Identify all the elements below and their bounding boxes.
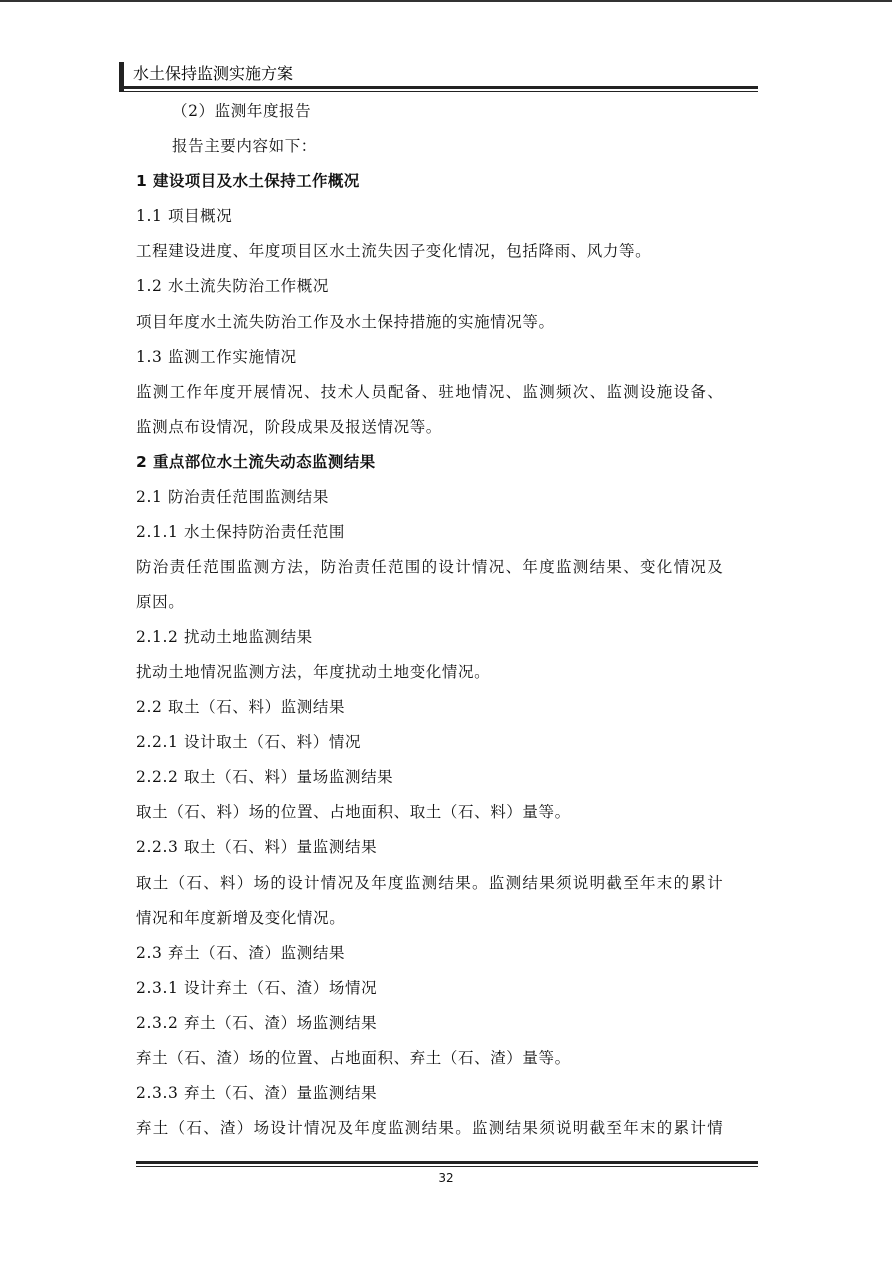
subsection-heading: 1.3 监测工作实施情况: [136, 348, 297, 366]
paragraph: 取土（石、料）场的位置、占地面积、取土（石、料）量等。: [136, 803, 571, 821]
paragraph: 监测点布设情况，阶段成果及报送情况等。: [136, 418, 442, 436]
paragraph: 情况和年度新增及变化情况。: [136, 909, 346, 927]
subsection-heading: 2.3.2 弃土（石、渣）场监测结果: [136, 1014, 378, 1032]
page-number: 32: [438, 1171, 454, 1185]
subsection-heading: 1.1 项目概况: [136, 207, 233, 225]
footer-rule-thin: [136, 1166, 758, 1167]
subsection-heading: 2.3 弃土（石、渣）监测结果: [136, 944, 346, 962]
paragraph: 弃土（石、渣）场设计情况及年度监测结果。监测结果须说明截至年末的累计情: [136, 1119, 725, 1137]
subsection-title: （2）监测年度报告: [172, 102, 312, 120]
subsection-heading: 2.3.3 弃土（石、渣）量监测结果: [136, 1084, 378, 1102]
header-rule-thick: [122, 86, 758, 89]
header-title: 水土保持监测实施方案: [133, 64, 294, 83]
subsection-heading: 2.2 取土（石、料）监测结果: [136, 698, 346, 716]
subsection-heading: 2.2.2 取土（石、料）量场监测结果: [136, 768, 394, 786]
paragraph: 原因。: [136, 593, 185, 611]
section-heading: 1 建设项目及水土保持工作概况: [136, 172, 360, 190]
subsection-heading: 2.3.1 设计弃土（石、渣）场情况: [136, 979, 378, 997]
footer-rule-thick: [136, 1161, 758, 1164]
paragraph: 项目年度水土流失防治工作及水土保持措施的实施情况等。: [136, 313, 555, 331]
paragraph: 弃土（石、渣）场的位置、占地面积、弃土（石、渣）量等。: [136, 1049, 571, 1067]
subsection-heading: 2.1.2 扰动土地监测结果: [136, 628, 313, 646]
paragraph: 监测工作年度开展情况、技术人员配备、驻地情况、监测频次、监测设施设备、: [136, 383, 725, 401]
subsection-heading: 1.2 水土流失防治工作概况: [136, 277, 329, 295]
paragraph: 扰动土地情况监测方法，年度扰动土地变化情况。: [136, 663, 491, 681]
paragraph: 取土（石、料）场的设计情况及年度监测结果。监测结果须说明截至年末的累计: [136, 874, 725, 892]
paragraph: 报告主要内容如下：: [172, 137, 317, 155]
subsection-heading: 2.2.1 设计取土（石、料）情况: [136, 733, 362, 751]
paragraph: 防治责任范围监测方法，防治责任范围的设计情况、年度监测结果、变化情况及: [136, 558, 725, 576]
paragraph: 工程建设进度、年度项目区水土流失因子变化情况，包括降雨、风力等。: [136, 242, 652, 260]
subsection-heading: 2.1 防治责任范围监测结果: [136, 488, 329, 506]
header-rule-thin: [122, 91, 758, 92]
subsection-heading: 2.2.3 取土（石、料）量监测结果: [136, 838, 378, 856]
top-border-line: [0, 0, 892, 2]
subsection-heading: 2.1.1 水土保持防治责任范围: [136, 523, 345, 541]
section-heading: 2 重点部位水土流失动态监测结果: [136, 453, 376, 471]
